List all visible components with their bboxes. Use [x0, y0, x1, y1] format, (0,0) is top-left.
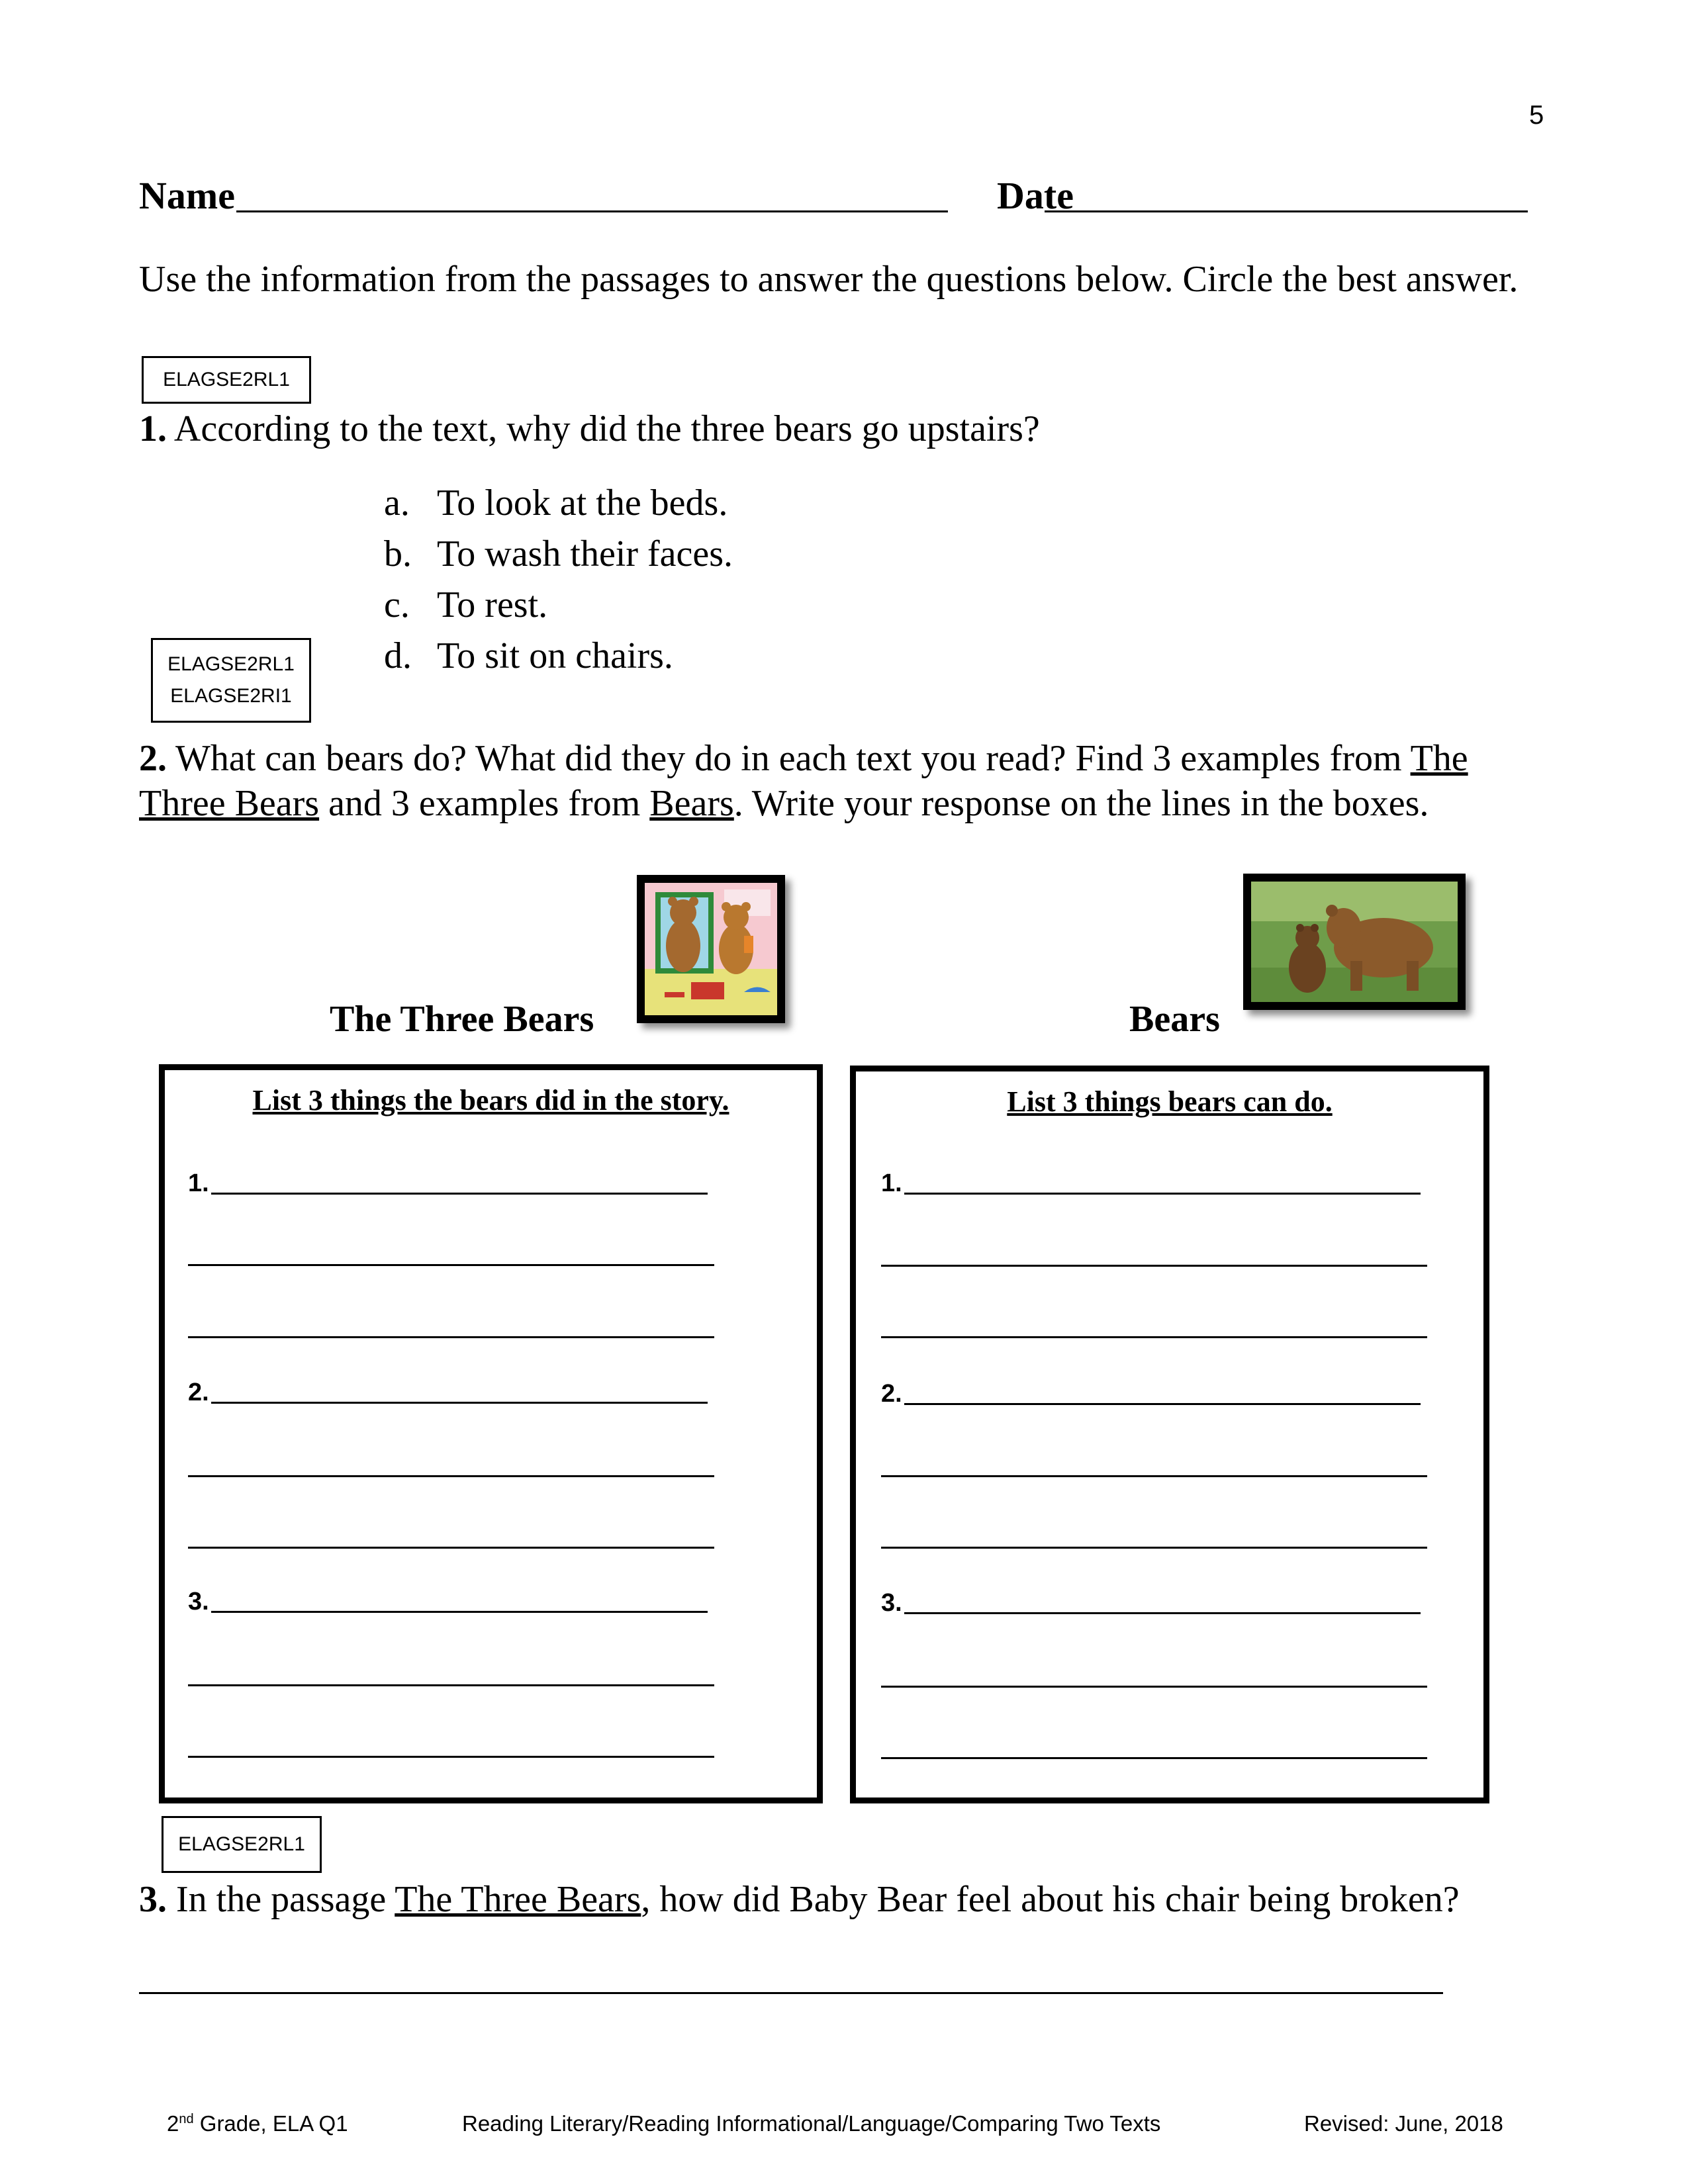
question-text: , how did Baby Bear feel about his chair being broken? — [641, 1879, 1460, 1920]
bear-photo-icon — [1243, 874, 1466, 1010]
item-number: 1. — [188, 1169, 209, 1197]
footer-grade-rest: Grade, ELA Q1 — [193, 2111, 348, 2136]
answer-line[interactable] — [881, 1265, 1427, 1267]
footer-grade-suffix: nd — [179, 2112, 194, 2126]
question-3 — [139, 1877, 1460, 1922]
answer-box-heading: List 3 things bears can do. — [1007, 1085, 1333, 1118]
question-text: and 3 examples from — [328, 783, 641, 824]
answer-line[interactable] — [188, 1756, 714, 1758]
passage-title: Bears — [649, 783, 734, 824]
standard-code: ELAGSE2RL1 — [167, 653, 295, 675]
answer-line[interactable] — [188, 1547, 714, 1549]
answer-line[interactable] — [881, 1336, 1427, 1338]
choice-text: To wash their faces. — [437, 533, 733, 574]
choice-b[interactable] — [384, 533, 733, 575]
question-1 — [139, 406, 1040, 451]
choice-text: To sit on chairs. — [437, 635, 673, 676]
answer-line[interactable] — [881, 1475, 1427, 1477]
standard-badge — [142, 356, 311, 404]
item-number: 3. — [188, 1588, 209, 1615]
column-title-three-bears: The Three Bears — [330, 999, 594, 1040]
instructions: Use the information from the passages to answer the questions below. Circle the best answer. — [139, 259, 1519, 300]
answer-line[interactable] — [904, 1193, 1421, 1195]
passage-title: The Three Bears — [395, 1879, 641, 1920]
question-number: 3. — [139, 1879, 167, 1920]
question-text: According to the text, why did the three bears go upstairs? — [173, 408, 1040, 449]
answer-line[interactable] — [188, 1475, 714, 1477]
standard-badge — [151, 638, 311, 723]
answer-line[interactable] — [211, 1193, 708, 1195]
standard-code: ELAGSE2RL1 — [178, 1833, 305, 1855]
choice-letter: b. — [384, 533, 412, 574]
answer-line[interactable] — [211, 1611, 708, 1613]
answer-line[interactable] — [881, 1757, 1427, 1759]
choice-text: To look at the beds. — [437, 482, 728, 523]
question-number: 1. — [139, 408, 167, 449]
date-line[interactable] — [1045, 210, 1528, 212]
question-2 — [139, 736, 1542, 826]
page-number: 5 — [1529, 101, 1544, 130]
item-number: 3. — [881, 1589, 902, 1617]
standard-badge — [162, 1816, 322, 1873]
question-text: What can bears do? What did they do in each text you read? Find 3 examples from — [175, 738, 1402, 779]
footer-revised: Revised: June, 2018 — [1304, 2111, 1503, 2136]
date-label: Date — [997, 174, 1074, 217]
footer-grade-number: 2 — [167, 2111, 179, 2136]
choice-a[interactable] — [384, 482, 727, 524]
answer-line[interactable] — [881, 1686, 1427, 1688]
answer-box-bears — [850, 1066, 1489, 1803]
cartoon-bears-icon — [637, 875, 785, 1023]
choice-d[interactable] — [384, 635, 673, 677]
name-label: Name — [139, 174, 235, 217]
answer-line[interactable] — [211, 1402, 708, 1404]
question-text: . Write your response on the lines in the boxes. — [733, 783, 1429, 824]
answer-line[interactable] — [188, 1264, 714, 1266]
footer-center: Reading Literary/Reading Informational/Language/Comparing Two Texts — [462, 2111, 1161, 2136]
answer-line[interactable] — [188, 1336, 714, 1338]
answer-box-heading: List 3 things the bears did in the story. — [252, 1084, 729, 1116]
question-number: 2. — [139, 738, 167, 779]
standard-code: ELAGSE2RI1 — [170, 685, 292, 707]
answer-line[interactable] — [139, 1992, 1443, 1994]
answer-line[interactable] — [881, 1547, 1427, 1549]
name-line[interactable] — [236, 210, 948, 212]
answer-line[interactable] — [188, 1684, 714, 1686]
item-number: 1. — [881, 1169, 902, 1197]
answer-line[interactable] — [904, 1403, 1421, 1405]
answer-box-three-bears — [159, 1064, 823, 1803]
item-number: 2. — [881, 1380, 902, 1408]
choice-letter: a. — [384, 482, 410, 523]
choice-c[interactable] — [384, 584, 547, 626]
choice-letter: d. — [384, 635, 412, 676]
footer-grade — [167, 2111, 348, 2136]
standard-code: ELAGSE2RL1 — [163, 369, 290, 390]
choice-letter: c. — [384, 584, 410, 625]
column-title-bears: Bears — [1129, 999, 1220, 1040]
item-number: 2. — [188, 1379, 209, 1406]
passage-title: The Three Bears — [139, 738, 1468, 824]
answer-line[interactable] — [904, 1612, 1421, 1614]
choice-text: To rest. — [437, 584, 548, 625]
question-text: In the passage — [176, 1879, 387, 1920]
